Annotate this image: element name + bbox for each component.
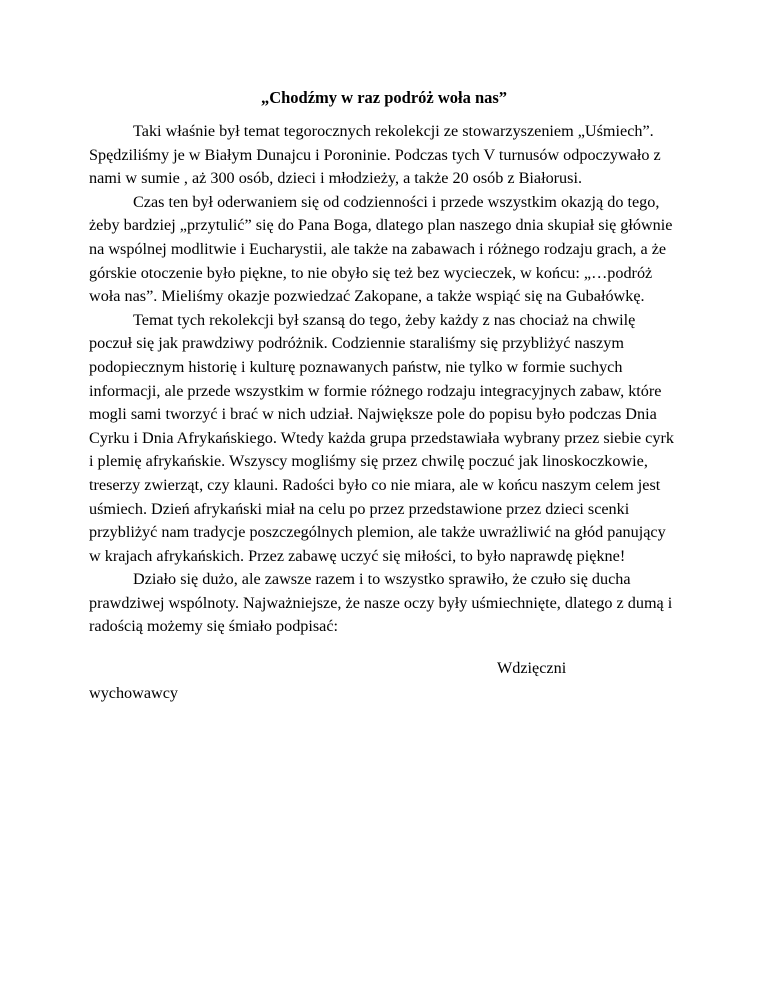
paragraph-retreat-theme: Temat tych rekolekcji był szansą do tego, żeby każdy z nas chociaż na chwilę poczuł się jak prawdziwy podróżnik. Codziennie staraliśmy się przybliżyć naszym podopiecznym historię i kulturę poznawanych państw, nie tylko w formie suchych informacji, ale przede wszystkim w formie różnego rodzaju integracyjnych zabaw, które mogli sami tworzyć i brać w nich udział. Największe pole do popisu było podczas Dnia Cyrku i Dnia Afrykańskiego. Wtedy każda grupa przedstawiała wybrany przez siebie cyrk i plemię afrykańskie. Wszyscy mogliśmy się przez chwilę poczuć jak linoskoczkowie, treserzy zwierząt, czy klauni. Radości było co nie miara, ale w końcu naszym celem jest uśmiech. Dzień afrykański miał na celu po przez przedstawione przez dzieci scenki przybliżyć nam tradycje poszczególnych plemion, ale także uwrażliwić na głód panujący w krajach afrykańskich. Przez zabawę uczyć się miłości, to było naprawdę piękne!: [89, 310, 674, 565]
paragraph-community: Działo się dużo, ale zawsze razem i to wszystko sprawiło, że czuło się ducha prawdziwej wspólnoty. Najważniejsze, że nasze oczy były uśmiechnięte, dlatego z dumą i radością możemy się śmiało podpisać:: [89, 570, 673, 636]
signature-block: [89, 657, 679, 717]
paragraph-retreat-time: Czas ten był oderwaniem się od codzienności i przede wszystkim okazją do tego, żeby bardziej „przytulić” się do Pana Boga, dlatego plan naszego dnia skupiał się głównie na wspólnej modlitwie i Eucharystii, ale także na zabawach i różnego rodzaju grach, a że górskie otoczenie było piękne, to nie obyło się też bez wycieczek, w końcu: „…podróż woła nas”. Mieliśmy okazje pozwiedzać Zakopane, a także wspiąć się na Gubałówkę.: [89, 192, 673, 306]
document-page: [89, 86, 679, 717]
document-title: „Chodźmy w raz podróż woła nas”: [260, 88, 508, 107]
signature-thanks: Wdzięczni: [497, 659, 567, 678]
paragraph-intro: Taki właśnie był temat tegorocznych rekolekcji ze stowarzyszeniem „Uśmiech”. Spędziliśmy je w Białym Dunajcu i Poroninie. Podczas tych V turnusów odpoczywało z nami w sumie , aż 300 osób, dzieci i młodzieży, a także 20 osób z Białorusi.: [89, 122, 661, 188]
signature-educators: wychowawcy: [89, 684, 178, 703]
